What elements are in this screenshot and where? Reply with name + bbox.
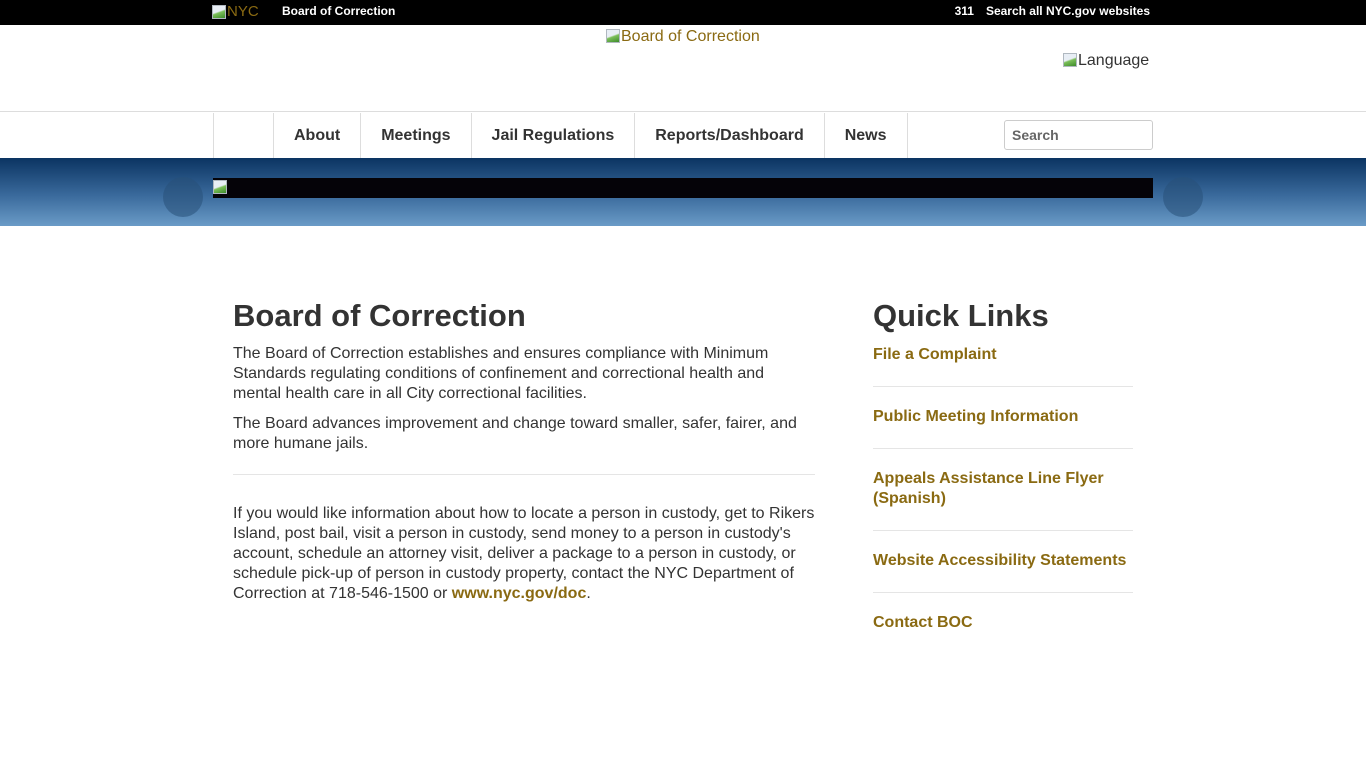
search-input[interactable]	[1004, 120, 1153, 150]
nav-item-news[interactable]: News	[825, 113, 908, 158]
language-alt-text: Language	[1078, 52, 1150, 69]
contact-boc-link[interactable]: Contact BOC	[873, 614, 973, 631]
nyc-logo-link[interactable]	[212, 3, 259, 20]
file-complaint-link[interactable]: File a Complaint	[873, 346, 997, 363]
doc-info-paragraph	[233, 504, 815, 604]
quick-links-title: Quick Links	[873, 298, 1049, 333]
topbar-right-links	[955, 4, 1150, 18]
doc-info-end: .	[586, 585, 591, 602]
boc-logo-alt-text: Board of Correction	[621, 28, 760, 45]
main-content	[233, 296, 815, 614]
nav-menu	[274, 113, 908, 158]
doc-website-link[interactable]: www.nyc.gov/doc	[451, 585, 587, 602]
nav-item-meetings[interactable]: Meetings	[361, 113, 471, 158]
carousel-next-button[interactable]	[1163, 177, 1203, 217]
nav-home-cell[interactable]	[213, 113, 274, 158]
header	[0, 25, 1366, 112]
quick-link-item	[873, 550, 1133, 593]
quick-links-list	[873, 344, 1133, 654]
quick-link-item	[873, 344, 1133, 387]
broken-image-icon	[212, 5, 226, 19]
nyc-logo-alt-text: NYC	[227, 3, 259, 20]
mission-paragraph: The Board advances improvement and change toward smaller, safer, fairer, and more humane jails.	[233, 415, 797, 452]
carousel-slide[interactable]	[213, 178, 1153, 198]
broken-image-icon	[213, 180, 227, 194]
top-bar	[0, 0, 1366, 25]
carousel-prev-button[interactable]	[163, 177, 203, 217]
hero-carousel	[0, 158, 1366, 226]
language-selector[interactable]	[1063, 52, 1149, 70]
broken-image-icon	[606, 29, 620, 43]
quick-link-item	[873, 468, 1133, 531]
page-title: Board of Correction	[233, 298, 526, 333]
main-navigation	[0, 113, 1366, 158]
quick-link-item	[873, 406, 1133, 449]
nav-item-about[interactable]: About	[274, 113, 361, 158]
appeals-flyer-spanish-link[interactable]: Appeals Assistance Line Flyer (Spanish)	[873, 470, 1104, 507]
public-meeting-info-link[interactable]: Public Meeting Information	[873, 408, 1079, 425]
intro-paragraph: The Board of Correction establishes and ensures compliance with Minimum Standards regulating conditions of confinement and correctional health and mental health care in all City correctional facilities.	[233, 345, 769, 402]
boc-logo-link[interactable]	[606, 28, 760, 46]
site-name-link[interactable]: Board of Correction	[282, 4, 396, 18]
accessibility-statements-link[interactable]: Website Accessibility Statements	[873, 552, 1127, 569]
quick-links-panel	[873, 296, 1133, 673]
broken-image-icon	[1063, 53, 1077, 67]
quick-link-item	[873, 612, 1133, 654]
nav-item-reports-dashboard[interactable]: Reports/Dashboard	[635, 113, 824, 158]
doc-info-text: If you would like information about how to locate a person in custody, get to Rikers Island, post bail, visit a person in custody, send money to a person in custody's account, schedule an attorney visit, deliver a package to a person in custody, or schedule pick-up of person in custody property, contact the NYC Department of Correction at 718-546-1500 or	[233, 505, 815, 602]
nav-item-jail-regulations[interactable]: Jail Regulations	[472, 113, 636, 158]
link-311[interactable]: 311	[954, 4, 974, 18]
divider	[233, 474, 815, 475]
search-all-nyc-link[interactable]: Search all NYC.gov websites	[985, 4, 1150, 18]
